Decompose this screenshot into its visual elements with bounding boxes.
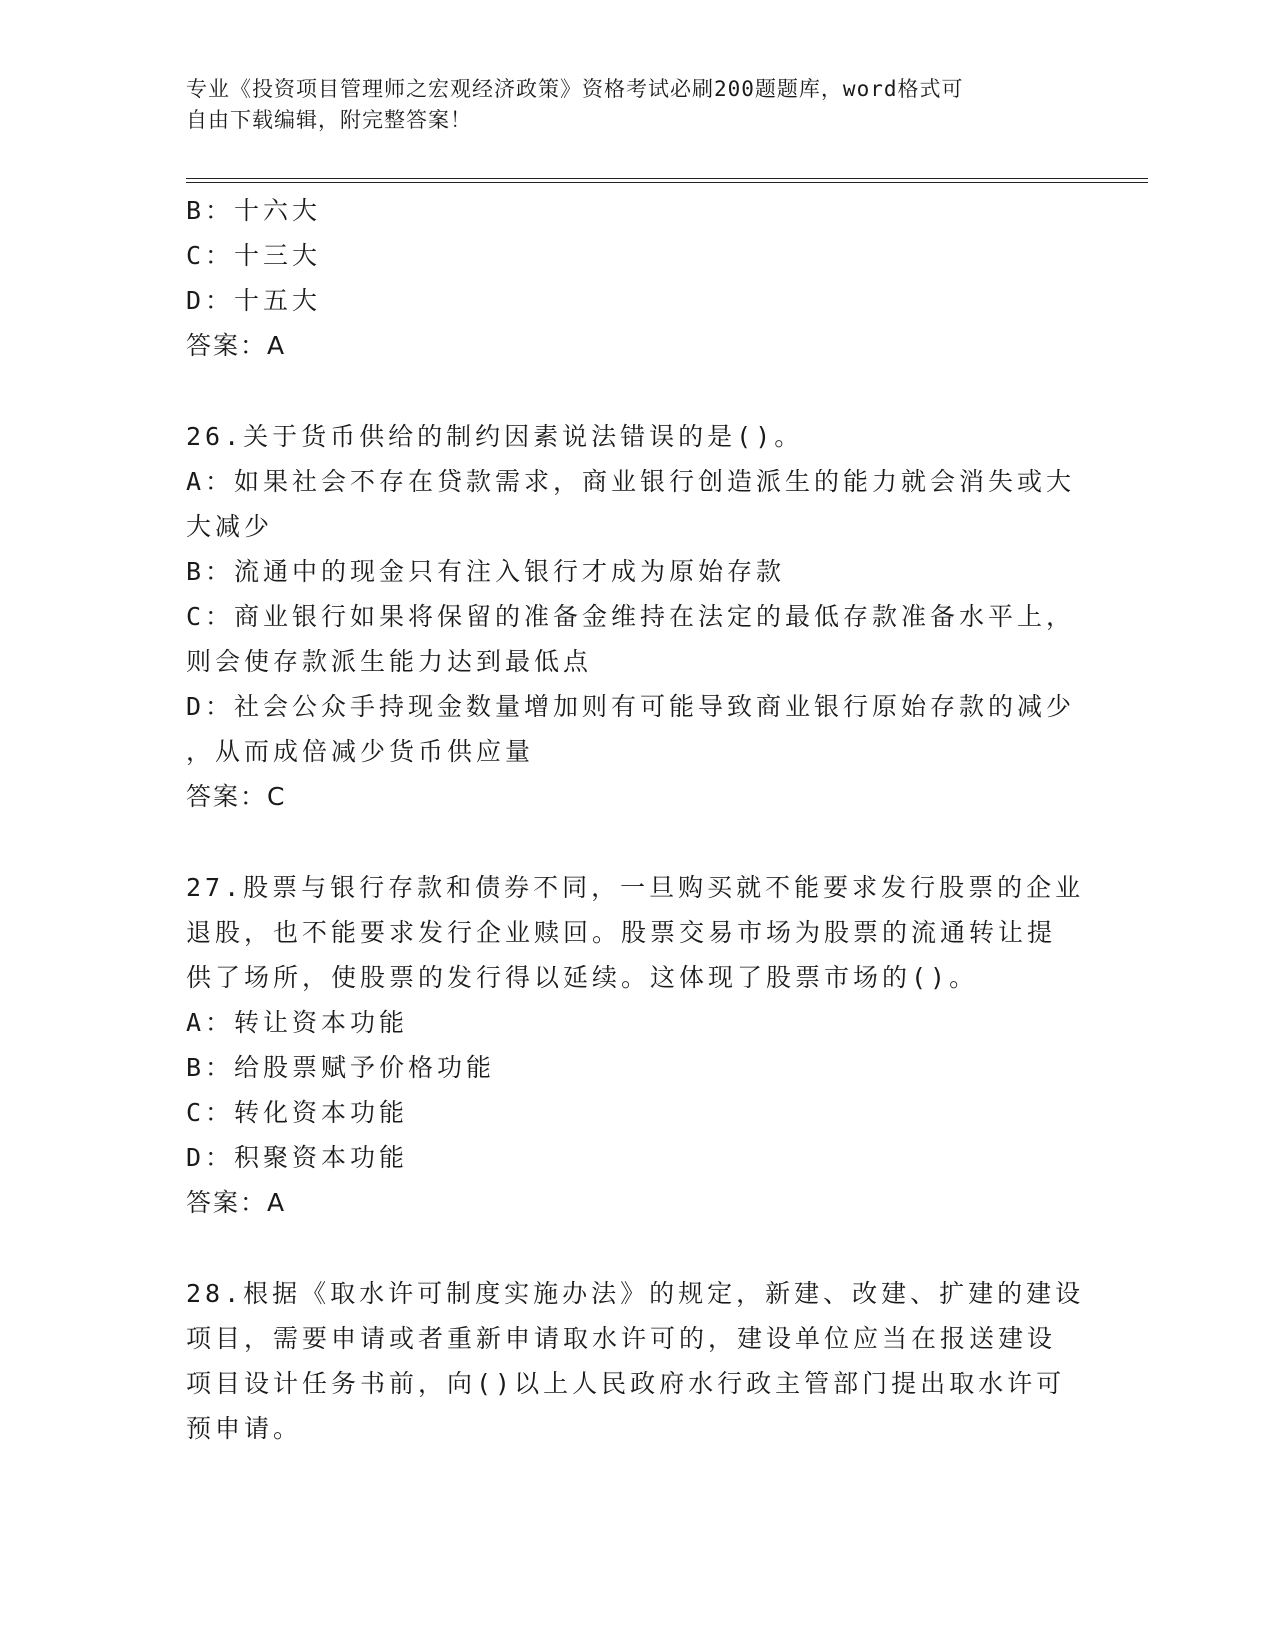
question-25-tail	[186, 188, 1066, 368]
header-line-1: 专业《投资项目管理师之宏观经济政策》资格考试必刷200题题库，word格式可	[186, 77, 964, 101]
question-text-continued: 项目设计任务书前，向()以上人民政府水行政主管部门提出取水许可	[186, 1369, 1066, 1398]
option-b: B：给股票赋予价格功能	[186, 1053, 496, 1082]
option-b: B：十六大	[186, 196, 322, 225]
option-d-continued: ，从而成倍减少货币供应量	[186, 737, 535, 766]
option-c: C：十三大	[186, 241, 322, 270]
option-d: D：积聚资本功能	[186, 1143, 409, 1172]
option-d: D：社会公众手持现金数量增加则有可能导致商业银行原始存款的减少	[186, 692, 1076, 721]
question-text-continued: 预申请。	[186, 1414, 303, 1443]
answer: 答案：C	[186, 782, 287, 811]
option-c-continued: 则会使存款派生能力达到最低点	[186, 647, 593, 676]
question-27	[186, 865, 1085, 1225]
option-a-continued: 大减少	[186, 512, 274, 541]
question-text: 26.关于货币供给的制约因素说法错误的是()。	[186, 422, 804, 451]
answer: 答案：A	[186, 331, 287, 360]
question-text-continued: 退股，也不能要求发行企业赎回。股票交易市场为股票的流通转让提	[186, 918, 1057, 947]
option-a: A：转让资本功能	[186, 1008, 409, 1037]
question-28	[186, 1271, 1085, 1451]
answer: 答案：A	[186, 1188, 287, 1217]
question-text: 27.股票与银行存款和债券不同，一旦购买就不能要求发行股票的企业	[186, 873, 1085, 902]
question-text: 28.根据《取水许可制度实施办法》的规定，新建、改建、扩建的建设	[186, 1279, 1085, 1308]
page-header	[186, 74, 1066, 136]
option-c: C：商业银行如果将保留的准备金维持在法定的最低存款准备水平上，	[186, 602, 1076, 631]
question-26	[186, 414, 1076, 819]
header-line-2: 自由下载编辑，附完整答案！	[186, 108, 472, 132]
question-text-continued: 项目，需要申请或者重新申请取水许可的，建设单位应当在报送建设	[186, 1324, 1057, 1353]
header-rule-top	[186, 178, 1148, 179]
option-d: D：十五大	[186, 286, 322, 315]
question-text-continued: 供了场所，使股票的发行得以延续。这体现了股票市场的()。	[186, 963, 979, 992]
option-b: B：流通中的现金只有注入银行才成为原始存款	[186, 557, 786, 586]
header-rule-bottom	[186, 182, 1148, 183]
option-c: C：转化资本功能	[186, 1098, 409, 1127]
option-a: A：如果社会不存在贷款需求，商业银行创造派生的能力就会消失或大	[186, 467, 1076, 496]
question-list	[186, 188, 1085, 1451]
